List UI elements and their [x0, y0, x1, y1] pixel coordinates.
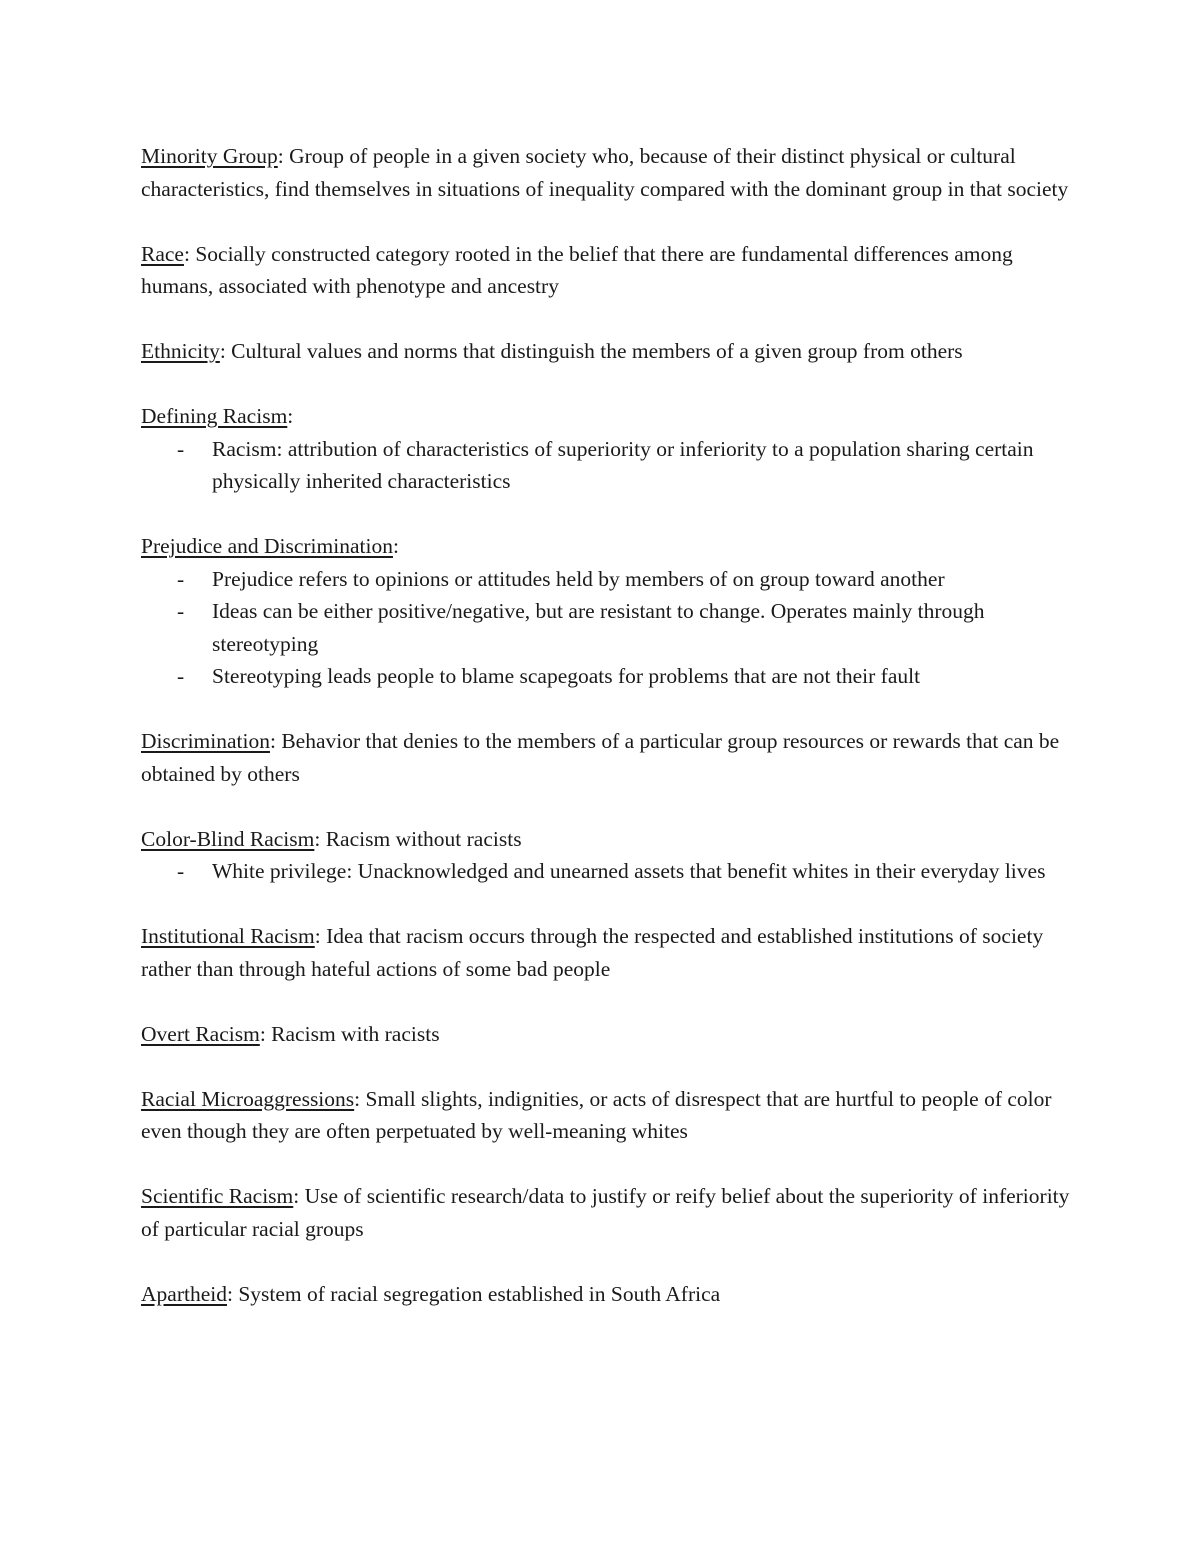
entry-paragraph [141, 238, 1071, 303]
entry-paragraph [141, 400, 1071, 433]
glossary-entry [141, 1083, 1071, 1148]
entry-definition: : Behavior that denies to the members of a particular group resources or rewards that can be obtained by others [141, 729, 1060, 786]
bullet-text: Racism: attribution of characteristics of superiority or inferiority to a population sharing certain physically inherited characteristics [212, 436, 1034, 493]
bullet-item [141, 660, 1071, 693]
entry-paragraph [141, 335, 1071, 368]
bullet-text: White privilege: Unacknowledged and unearned assets that benefit whites in their everyday lives [212, 859, 1046, 883]
entry-term: Ethnicity [141, 339, 220, 363]
glossary-entry [141, 1180, 1071, 1245]
glossary-entry [141, 1278, 1071, 1311]
bullet-item [141, 563, 1071, 596]
entry-term: Apartheid [141, 1281, 227, 1306]
bullet-text: Prejudice refers to opinions or attitudes held by members of on group toward another [212, 566, 945, 591]
entry-paragraph [141, 1018, 1071, 1051]
bullet-list [141, 855, 1071, 888]
entry-term: Overt Racism [141, 1021, 260, 1046]
glossary-entry [141, 823, 1071, 888]
entry-paragraph [141, 823, 1071, 856]
entry-term: Discrimination [141, 729, 270, 753]
glossary-entry [141, 725, 1071, 790]
bullet-dash: - [177, 436, 185, 461]
glossary-entry [141, 335, 1071, 368]
bullet-dash: - [177, 859, 185, 883]
entry-paragraph [141, 530, 1071, 563]
entry-paragraph [141, 920, 1071, 985]
bullet-item [141, 433, 1071, 498]
entry-definition: : Idea that racism occurs through the respected and established institutions of society rather than through hateful actions of some bad people [141, 924, 1044, 981]
entry-definition: : System of racial segregation established in South Africa [226, 1281, 721, 1306]
bullet-text: Stereotyping leads people to blame scapegoats for problems that are not their fault [212, 664, 921, 688]
entry-paragraph [141, 1083, 1071, 1148]
glossary-entry [141, 140, 1071, 205]
entry-term: Defining Racism [141, 404, 288, 428]
bullet-text: Ideas can be either positive/negative, but are resistant to change. Operates mainly through stereotyping [212, 599, 985, 656]
glossary-entry [141, 238, 1071, 303]
entry-definition: : Racism without racists [314, 826, 522, 851]
entry-paragraph [141, 140, 1071, 205]
bullet-list [141, 433, 1071, 498]
entry-term: Prejudice and Discrimination [141, 534, 393, 558]
bullet-item [141, 595, 1071, 660]
entry-definition: : Use of scientific research/data to justify or reify belief about the superiority of inferiority of particular racial groups [141, 1184, 1070, 1241]
entry-definition: : Small slights, indignities, or acts of disrespect that are hurtful to people of color even though they are often perpetuated by well-meaning whites [141, 1086, 1052, 1143]
entry-term: Institutional Racism [141, 924, 315, 948]
entry-term: Race [141, 241, 184, 266]
entry-definition: : [287, 404, 294, 428]
glossary-entry [141, 1018, 1071, 1051]
bullet-dash: - [177, 664, 185, 688]
entry-term: Color-Blind Racism [141, 826, 315, 851]
entry-term: Minority Group [141, 144, 278, 168]
entry-definition: : Group of people in a given society who, because of their distinct physical or cultural characteristics, find themselves in situations of inequality compared with the dominant group in that society [141, 144, 1069, 201]
entry-definition: : Cultural values and norms that distinguish the members of a given group from others [219, 339, 963, 363]
document-page [141, 140, 1071, 1343]
entry-paragraph [141, 1180, 1071, 1245]
entry-definition: : Racism with racists [259, 1021, 440, 1046]
bullet-list [141, 563, 1071, 693]
glossary-entry [141, 530, 1071, 693]
entry-paragraph [141, 1278, 1071, 1311]
glossary-entry [141, 400, 1071, 498]
glossary-entry [141, 920, 1071, 985]
bullet-dash: - [177, 599, 185, 623]
entry-definition: : [392, 534, 399, 558]
bullet-item [141, 855, 1071, 888]
entry-term: Racial Microaggressions [141, 1086, 355, 1111]
entry-definition: : Socially constructed category rooted in the belief that there are fundamental differences among humans, associated with phenotype and ancestry [141, 241, 1013, 298]
entry-paragraph [141, 725, 1071, 790]
bullet-dash: - [177, 566, 185, 591]
entry-term: Scientific Racism [141, 1184, 294, 1208]
